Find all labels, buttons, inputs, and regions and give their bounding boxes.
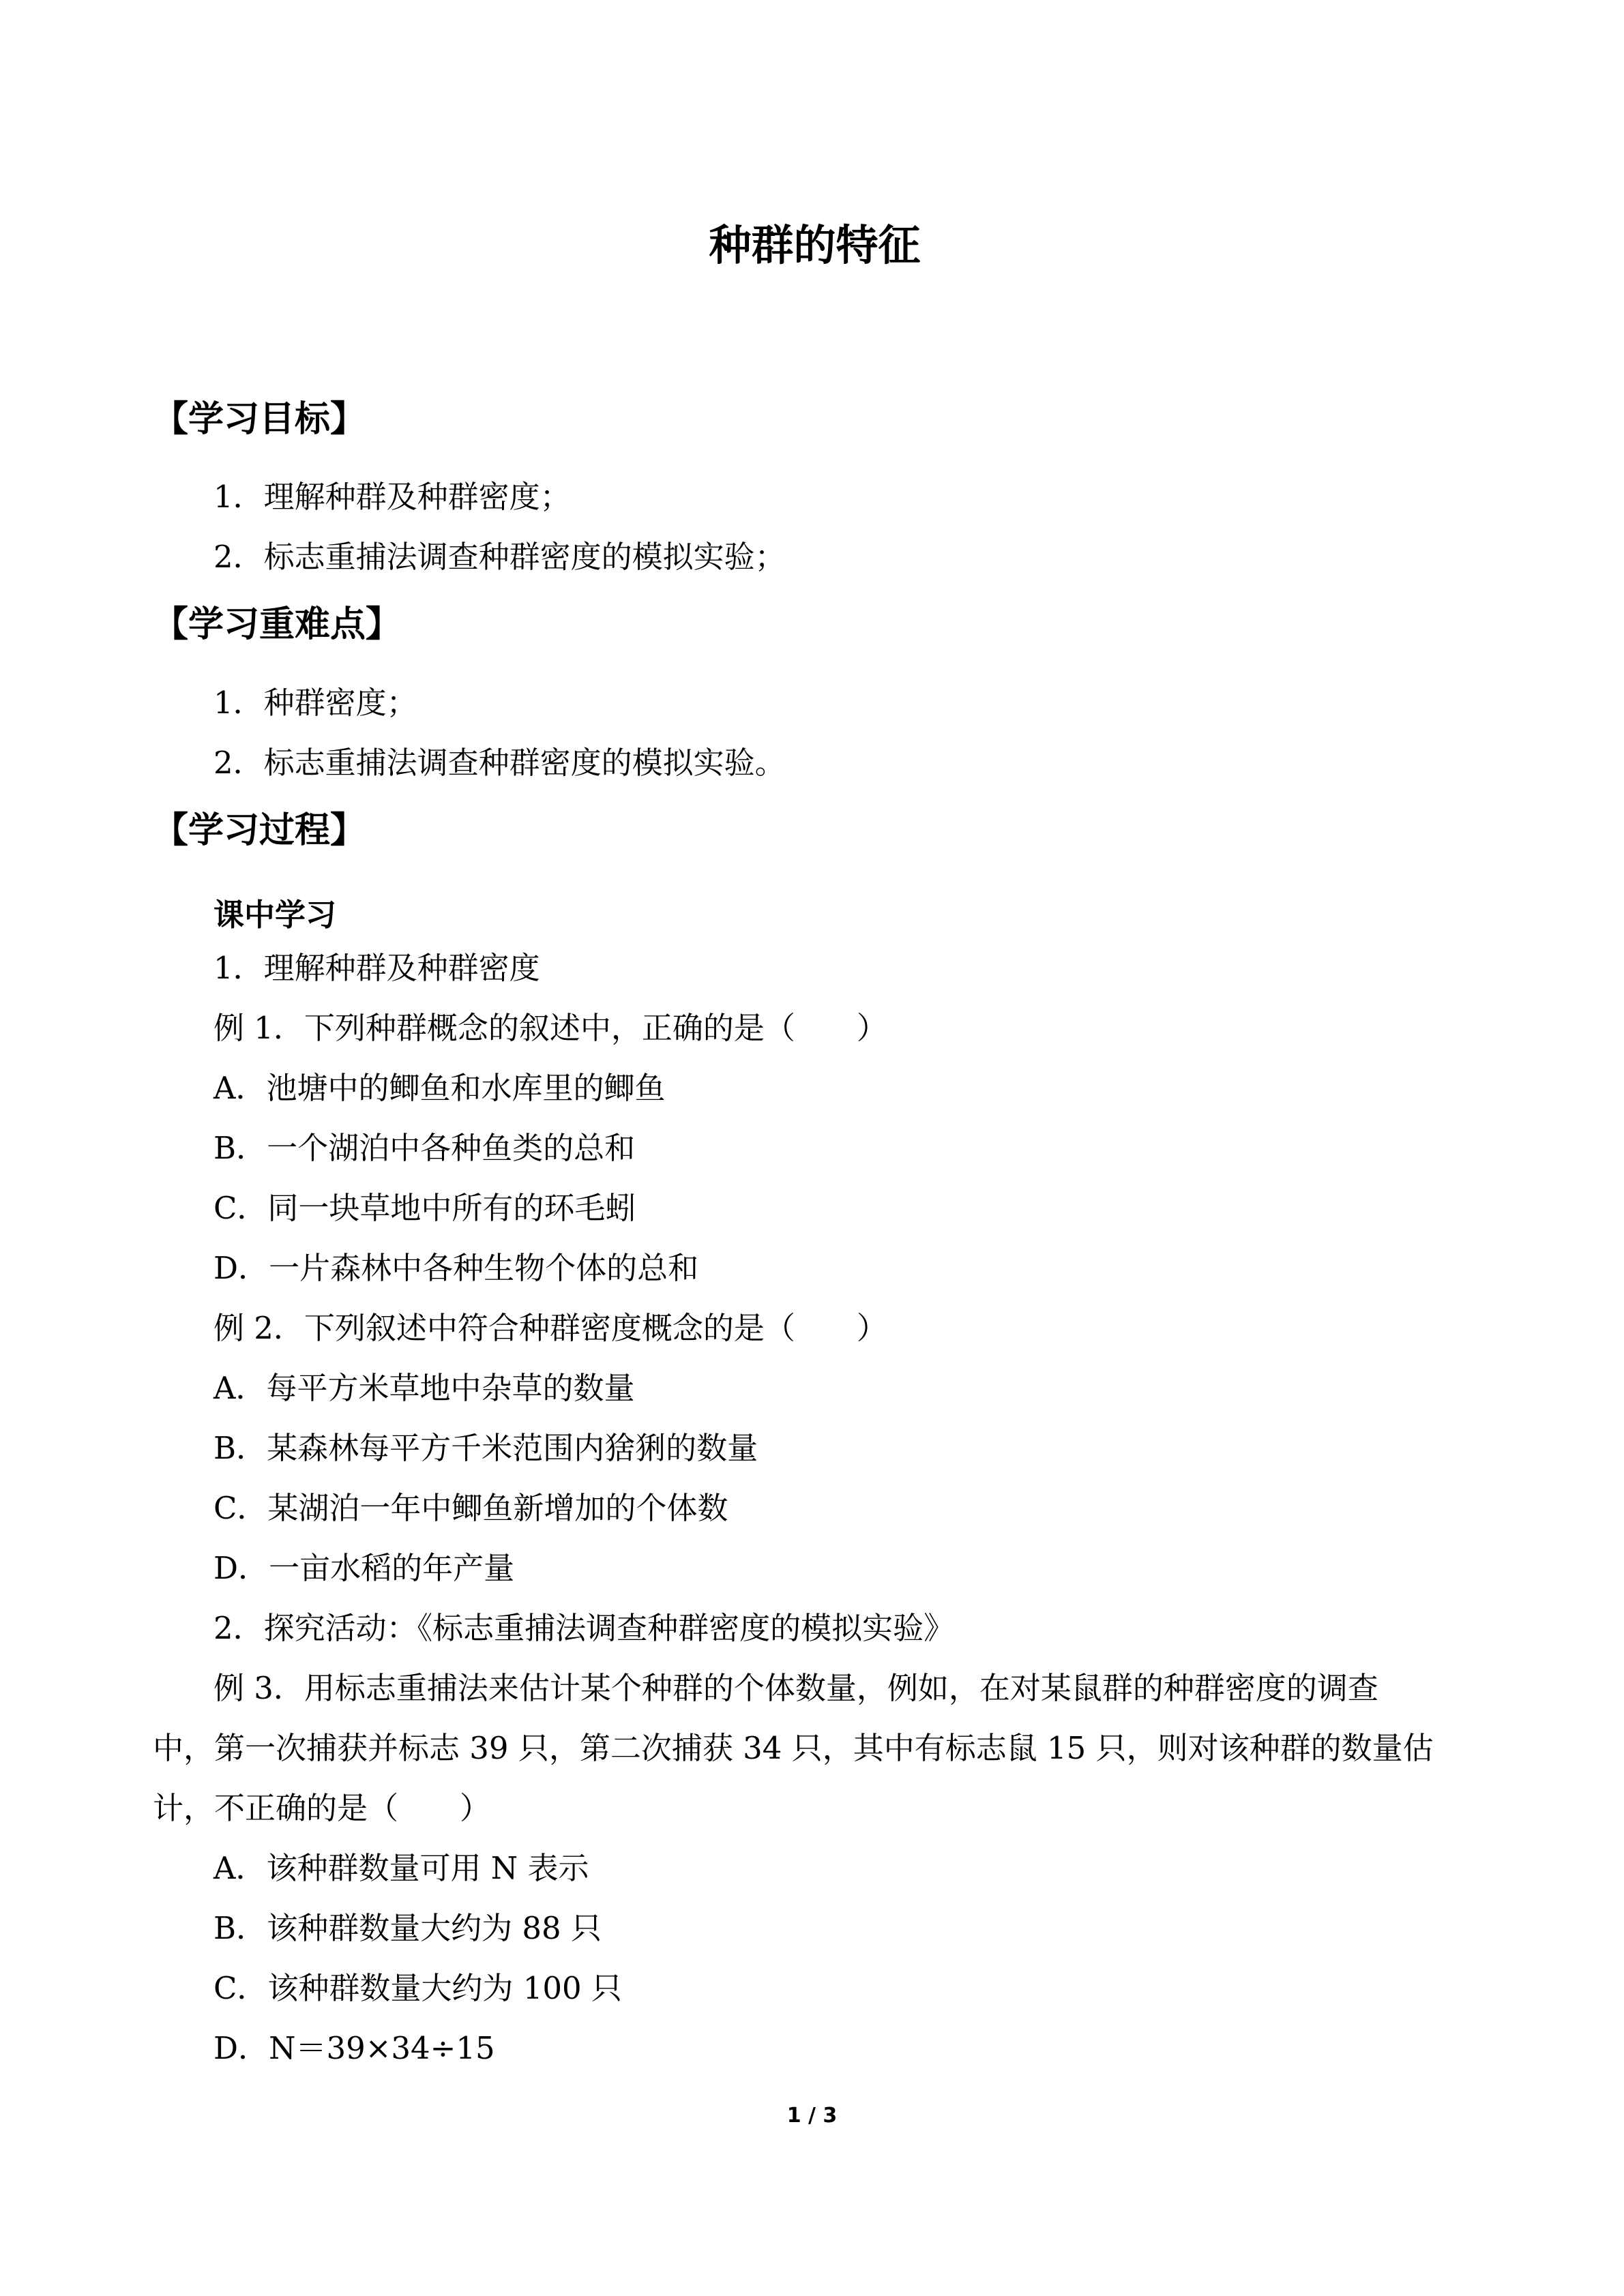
example-3-option-a: A．该种群数量可用 N 表示 <box>213 1850 589 1886</box>
page-title: 种群的特征 <box>709 220 921 270</box>
example-2-option-c: C．某湖泊一年中鲫鱼新增加的个体数 <box>213 1490 728 1526</box>
heading-objectives: 【学习目标】 <box>153 399 366 440</box>
objective-item-2: 2．标志重捕法调查种群密度的模拟实验； <box>213 539 786 575</box>
objective-item-1: 1．理解种群及种群密度； <box>213 479 571 515</box>
example-1-stem: 例 1．下列种群概念的叙述中，正确的是（ ） <box>213 1010 887 1046</box>
key-point-item-2: 2．标志重捕法调查种群密度的模拟实验。 <box>213 745 786 781</box>
page-number: 1 / 3 <box>786 2104 838 2128</box>
example-1-option-c: C．同一块草地中所有的环毛蚓 <box>213 1190 636 1226</box>
example-2-option-d: D．一亩水稻的年产量 <box>213 1550 515 1586</box>
example-3-stem-line-1: 例 3．用标志重捕法来估计某个种群的个体数量，例如，在对某鼠群的种群密度的调查 <box>213 1670 1378 1706</box>
heading-key-points: 【学习重难点】 <box>153 604 402 645</box>
example-3-option-b: B．该种群数量大约为 88 只 <box>213 1910 602 1946</box>
example-3-option-d: D．N＝39×34÷15 <box>213 2030 495 2066</box>
example-3-stem-line-3: 计，不正确的是（ ） <box>153 1790 491 1826</box>
example-2-stem: 例 2．下列叙述中符合种群密度概念的是（ ） <box>213 1310 887 1346</box>
example-3-stem-line-2: 中，第一次捕获并标志 39 只，第二次捕获 34 只，其中有标志鼠 15 只，则对该种群的数量估 <box>153 1730 1434 1766</box>
example-1-option-a: A．池塘中的鲫鱼和水库里的鲫鱼 <box>213 1070 666 1106</box>
example-1-option-d: D．一片森林中各种生物个体的总和 <box>213 1250 699 1286</box>
part-2-heading: 2．探究活动：《标志重捕法调查种群密度的模拟实验》 <box>213 1610 955 1646</box>
example-3-option-c: C．该种群数量大约为 100 只 <box>213 1970 622 2006</box>
example-2-option-a: A．每平方米草地中杂草的数量 <box>213 1370 635 1406</box>
subheading-in-class: 课中学习 <box>213 897 337 933</box>
part-1-heading: 1．理解种群及种群密度 <box>213 950 540 986</box>
heading-process: 【学习过程】 <box>153 810 366 851</box>
example-1-option-b: B．一个湖泊中各种鱼类的总和 <box>213 1130 636 1166</box>
example-2-option-b: B．某森林每平方千米范围内猞猁的数量 <box>213 1430 758 1466</box>
key-point-item-1: 1．种群密度； <box>213 685 417 721</box>
